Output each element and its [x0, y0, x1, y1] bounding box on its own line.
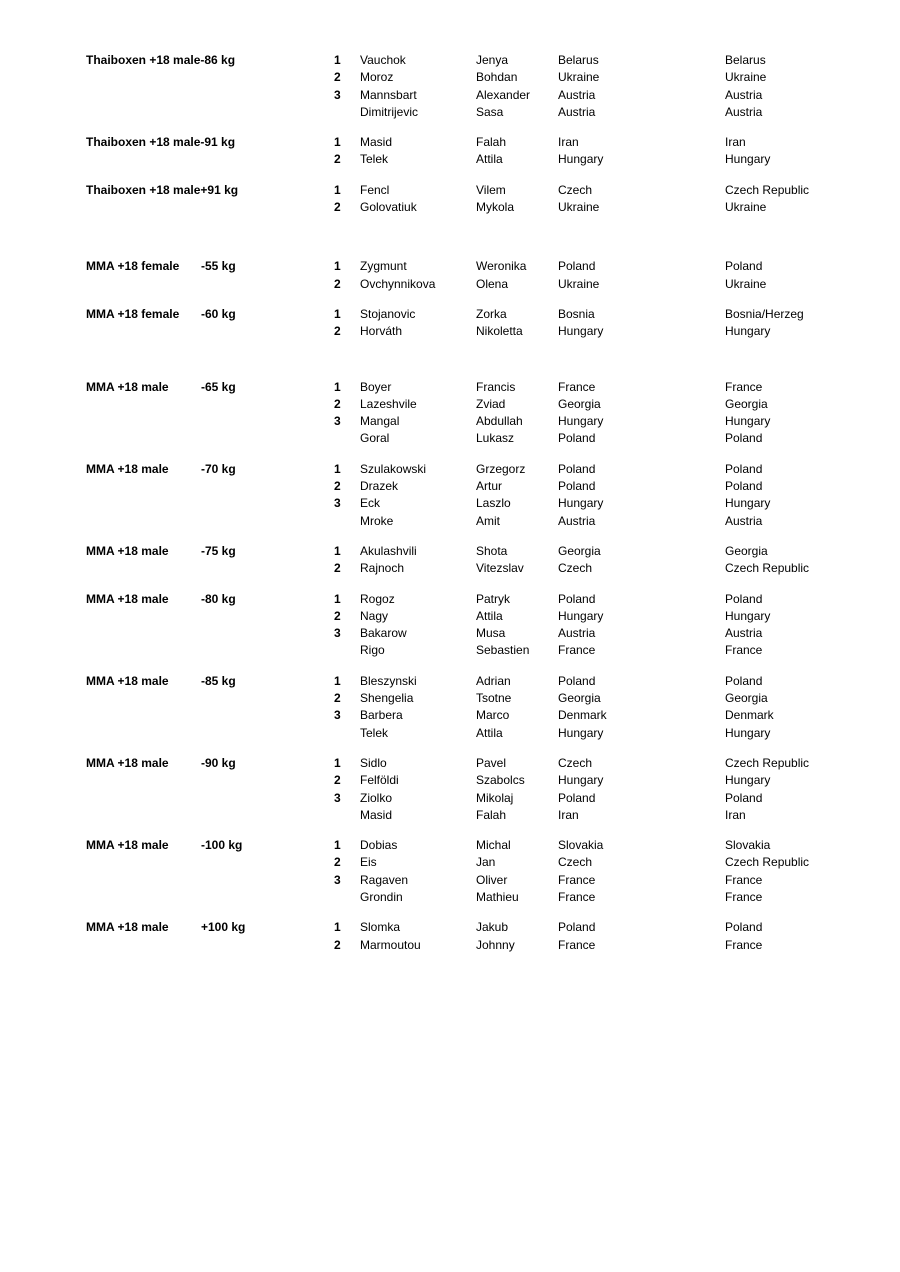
first-name: Lukasz [476, 431, 515, 446]
country: Czech Republic [725, 855, 810, 870]
result-row [0, 591, 900, 608]
place-number: 3 [334, 87, 341, 102]
country: Poland [725, 259, 763, 274]
surname: Mangal [360, 414, 400, 429]
surname: Boyer [360, 379, 392, 394]
result-row [0, 937, 900, 954]
nationality: Poland [558, 673, 596, 688]
nationality: Austria [558, 104, 596, 119]
surname: Zygmunt [360, 259, 407, 274]
country: Hungary [725, 152, 771, 167]
place-number: 2 [334, 152, 341, 167]
category-group [0, 306, 900, 341]
result-row [0, 495, 900, 512]
nationality: Georgia [558, 543, 601, 558]
first-name: Abdullah [476, 414, 523, 429]
first-name: Tsotne [476, 691, 512, 706]
place-number: 2 [334, 561, 341, 576]
place-number: 2 [334, 276, 341, 291]
result-row [0, 461, 900, 478]
result-row [0, 755, 900, 772]
result-row [0, 199, 900, 216]
surname: Goral [360, 431, 390, 446]
surname: Telek [360, 725, 389, 740]
result-row [0, 276, 900, 293]
nationality: Poland [558, 259, 596, 274]
place-number: 1 [334, 673, 341, 688]
category-label: MMA +18 male [86, 543, 169, 558]
first-name: Weronika [476, 259, 527, 274]
surname: Masid [360, 135, 393, 150]
weight-class: -85 kg [201, 673, 236, 688]
place-number: 2 [334, 855, 341, 870]
result-row [0, 396, 900, 413]
category-label: MMA +18 male [86, 920, 169, 935]
result-row [0, 642, 900, 659]
result-row [0, 69, 900, 86]
surname: Vauchok [360, 53, 406, 67]
category-group [0, 52, 900, 121]
category-label: MMA +18 male [86, 838, 169, 853]
place-number: 2 [334, 937, 341, 952]
country: Poland [725, 673, 763, 688]
country: Poland [725, 920, 763, 935]
surname: Felföldi [360, 773, 399, 788]
nationality: Hungary [558, 608, 604, 623]
country: Iran [725, 135, 746, 150]
first-name: Alexander [476, 87, 531, 102]
place-number: 1 [334, 306, 341, 321]
result-row [0, 837, 900, 854]
category-label: MMA +18 male [86, 755, 169, 770]
surname: Ragaven [360, 872, 409, 887]
place-number: 2 [334, 773, 341, 788]
country: France [725, 889, 763, 904]
category-group [0, 673, 900, 742]
category-group [0, 543, 900, 578]
country: Hungary [725, 496, 771, 511]
nationality: Slovakia [558, 838, 604, 853]
first-name: Patryk [476, 591, 511, 606]
result-row [0, 513, 900, 530]
nationality: France [558, 379, 596, 394]
surname: Ovchynnikova [360, 276, 436, 291]
country: Ukraine [725, 276, 767, 291]
surname: Nagy [360, 608, 389, 623]
category-label: Thaiboxen +18 male-86 kg [86, 53, 236, 67]
first-name: Jakub [476, 920, 509, 935]
country: Hungary [725, 414, 771, 429]
result-row [0, 543, 900, 560]
result-row [0, 323, 900, 340]
category-group [0, 837, 900, 906]
nationality: Hungary [558, 773, 604, 788]
country: France [725, 872, 763, 887]
category-label: MMA +18 female [86, 259, 180, 274]
category-group [0, 755, 900, 824]
first-name: Grzegorz [476, 461, 526, 476]
nationality: Ukraine [558, 200, 600, 215]
surname: Sidlo [360, 755, 387, 770]
country: Bosnia/Herzeg [725, 306, 804, 321]
nationality: Hungary [558, 152, 604, 167]
nationality: Czech [558, 182, 593, 197]
first-name: Jenya [476, 53, 509, 67]
place-number: 3 [334, 790, 341, 805]
country: Poland [725, 479, 763, 494]
category-group [0, 919, 900, 954]
country: Hungary [725, 324, 771, 339]
place-number: 1 [334, 259, 341, 274]
category-label: MMA +18 male [86, 673, 169, 688]
surname: Eck [360, 496, 381, 511]
result-row [0, 690, 900, 707]
surname: Marmoutou [360, 937, 421, 952]
category-group [0, 379, 900, 448]
nationality: Poland [558, 591, 596, 606]
place-number: 1 [334, 182, 341, 197]
result-row [0, 725, 900, 742]
result-row [0, 919, 900, 936]
surname: Bleszynski [360, 673, 417, 688]
nationality: Czech [558, 755, 593, 770]
nationality: Czech [558, 855, 593, 870]
surname: Rajnoch [360, 561, 405, 576]
nationality: Poland [558, 920, 596, 935]
first-name: Pavel [476, 755, 507, 770]
category-group [0, 134, 900, 169]
surname: Bakarow [360, 626, 407, 641]
first-name: Zviad [476, 396, 506, 411]
nationality: France [558, 889, 596, 904]
weight-class: -65 kg [201, 379, 236, 394]
nationality: Ukraine [558, 276, 600, 291]
result-row [0, 413, 900, 430]
first-name: Olena [476, 276, 509, 291]
first-name: Attila [476, 725, 503, 740]
first-name: Szabolcs [476, 773, 525, 788]
weight-class: -55 kg [201, 259, 236, 274]
place-number: 1 [334, 755, 341, 770]
place-number: 3 [334, 626, 341, 641]
category-label: Thaiboxen +18 male-91 kg [86, 135, 236, 150]
surname: Mannsbart [360, 87, 417, 102]
surname: Szulakowski [360, 461, 427, 476]
place-number: 1 [334, 53, 341, 67]
surname: Dimitrijevic [360, 104, 418, 119]
nationality: Iran [558, 807, 579, 822]
surname: Mroke [360, 513, 394, 528]
country: Iran [725, 807, 746, 822]
first-name: Vilem [476, 182, 506, 197]
first-name: Sasa [476, 104, 504, 119]
country: Poland [725, 431, 763, 446]
first-name: Mykola [476, 200, 515, 215]
first-name: Mathieu [476, 889, 519, 904]
first-name: Artur [476, 479, 503, 494]
country: Poland [725, 591, 763, 606]
nationality: Denmark [558, 708, 607, 723]
nationality: France [558, 643, 596, 658]
surname: Golovatiuk [360, 200, 417, 215]
country: Poland [725, 790, 763, 805]
nationality: Austria [558, 87, 596, 102]
result-row [0, 258, 900, 275]
surname: Rigo [360, 643, 385, 658]
first-name: Bohdan [476, 70, 518, 85]
nationality: Hungary [558, 496, 604, 511]
surname: Rogoz [360, 591, 395, 606]
weight-class: +100 kg [201, 920, 246, 935]
result-row [0, 306, 900, 323]
result-row [0, 625, 900, 642]
first-name: Attila [476, 152, 503, 167]
surname: Dobias [360, 838, 398, 853]
place-number: 2 [334, 396, 341, 411]
place-number: 3 [334, 414, 341, 429]
nationality: France [558, 937, 596, 952]
country: France [725, 379, 763, 394]
country: France [725, 643, 763, 658]
nationality: Poland [558, 431, 596, 446]
category-label: MMA +18 male [86, 379, 169, 394]
category-group [0, 591, 900, 660]
surname: Ziolko [360, 790, 393, 805]
place-number: 1 [334, 920, 341, 935]
category-group [0, 461, 900, 530]
nationality: Austria [558, 513, 596, 528]
first-name: Laszlo [476, 496, 511, 511]
surname: Eis [360, 855, 377, 870]
first-name: Jan [476, 855, 496, 870]
first-name: Marco [476, 708, 510, 723]
weight-class: -70 kg [201, 461, 236, 476]
result-row [0, 430, 900, 447]
nationality: Georgia [558, 691, 601, 706]
weight-class: -60 kg [201, 306, 236, 321]
nationality: Hungary [558, 725, 604, 740]
category-label: MMA +18 male [86, 461, 169, 476]
result-row [0, 790, 900, 807]
result-row [0, 478, 900, 495]
nationality: Hungary [558, 324, 604, 339]
category-group [0, 182, 900, 217]
result-row [0, 707, 900, 724]
first-name: Sebastien [476, 643, 530, 658]
result-row [0, 104, 900, 121]
result-row [0, 673, 900, 690]
first-name: Mikolaj [476, 790, 514, 805]
result-row [0, 379, 900, 396]
result-row [0, 854, 900, 871]
nationality: Austria [558, 626, 596, 641]
country: Slovakia [725, 838, 771, 853]
result-row [0, 87, 900, 104]
nationality: Iran [558, 135, 579, 150]
result-row [0, 151, 900, 168]
surname: Telek [360, 152, 389, 167]
surname: Slomka [360, 920, 401, 935]
country: Czech Republic [725, 561, 810, 576]
place-number: 2 [334, 324, 341, 339]
surname: Grondin [360, 889, 403, 904]
place-number: 3 [334, 708, 341, 723]
result-row [0, 52, 900, 69]
first-name: Oliver [476, 872, 508, 887]
nationality: Belarus [558, 53, 599, 67]
nationality: Ukraine [558, 70, 600, 85]
place-number: 2 [334, 691, 341, 706]
first-name: Nikoletta [476, 324, 523, 339]
first-name: Falah [476, 807, 507, 822]
country: Czech Republic [725, 755, 810, 770]
place-number: 2 [334, 200, 341, 215]
first-name: Shota [476, 543, 508, 558]
category-label: MMA +18 male [86, 591, 169, 606]
country: Ukraine [725, 70, 767, 85]
place-number: 2 [334, 70, 341, 85]
country: Georgia [725, 396, 768, 411]
country: Hungary [725, 725, 771, 740]
place-number: 2 [334, 479, 341, 494]
first-name: Adrian [476, 673, 511, 688]
country: Hungary [725, 773, 771, 788]
country: Belarus [725, 53, 766, 67]
place-number: 3 [334, 496, 341, 511]
country: Hungary [725, 608, 771, 623]
first-name: Attila [476, 608, 503, 623]
surname: Shengelia [360, 691, 414, 706]
weight-class: -80 kg [201, 591, 236, 606]
nationality: Georgia [558, 396, 601, 411]
first-name: Vitezslav [476, 561, 524, 576]
country: Austria [725, 87, 763, 102]
place-number: 1 [334, 135, 341, 150]
place-number: 1 [334, 379, 341, 394]
category-label: Thaiboxen +18 male+91 kg [86, 182, 239, 197]
result-row [0, 134, 900, 151]
first-name: Francis [476, 379, 516, 394]
place-number: 1 [334, 461, 341, 476]
nationality: Poland [558, 479, 596, 494]
nationality: Hungary [558, 414, 604, 429]
surname: Masid [360, 807, 393, 822]
category-group [0, 258, 900, 293]
result-row [0, 560, 900, 577]
country: Austria [725, 104, 763, 119]
nationality: Poland [558, 790, 596, 805]
country: France [725, 937, 763, 952]
place-number: 1 [334, 838, 341, 853]
country: Austria [725, 626, 763, 641]
weight-class: -75 kg [201, 543, 236, 558]
surname: Drazek [360, 479, 399, 494]
nationality: Poland [558, 461, 596, 476]
weight-class: -100 kg [201, 838, 243, 853]
surname: Lazeshvile [360, 396, 417, 411]
weight-class: -90 kg [201, 755, 236, 770]
result-row [0, 807, 900, 824]
country: Austria [725, 513, 763, 528]
first-name: Zorka [476, 306, 507, 321]
nationality: Czech [558, 561, 593, 576]
place-number: 1 [334, 543, 341, 558]
surname: Fencl [360, 182, 390, 197]
first-name: Falah [476, 135, 507, 150]
country: Georgia [725, 543, 768, 558]
country: Czech Republic [725, 182, 810, 197]
first-name: Amit [476, 513, 500, 528]
result-row [0, 182, 900, 199]
surname: Horváth [360, 324, 403, 339]
surname: Stojanovic [360, 306, 416, 321]
country: Ukraine [725, 200, 767, 215]
surname: Barbera [360, 708, 403, 723]
surname: Akulashvili [360, 543, 417, 558]
place-number: 1 [334, 591, 341, 606]
category-label: MMA +18 female [86, 306, 180, 321]
country: Poland [725, 461, 763, 476]
country: Denmark [725, 708, 774, 723]
result-row [0, 608, 900, 625]
place-number: 2 [334, 608, 341, 623]
result-row [0, 889, 900, 906]
country: Georgia [725, 691, 768, 706]
first-name: Musa [476, 626, 506, 641]
first-name: Michal [476, 838, 511, 853]
place-number: 3 [334, 872, 341, 887]
nationality: Bosnia [558, 306, 595, 321]
result-row [0, 872, 900, 889]
surname: Moroz [360, 70, 394, 85]
first-name: Johnny [476, 937, 515, 952]
result-row [0, 772, 900, 789]
nationality: France [558, 872, 596, 887]
